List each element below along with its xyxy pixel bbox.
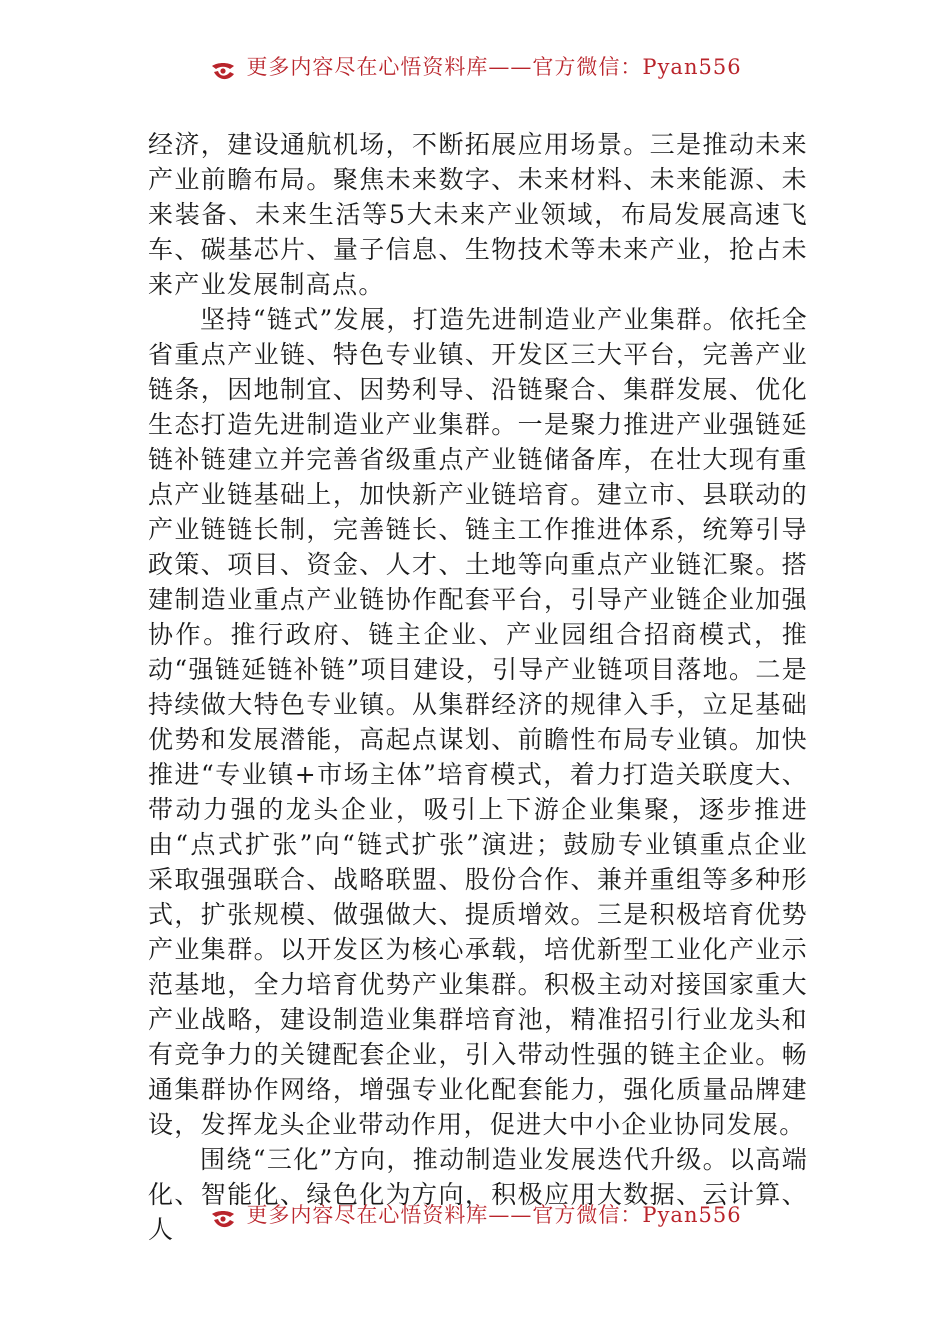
- watermark-text: 更多内容尽在心悟资料库——官方微信：Pyan556: [246, 1203, 742, 1227]
- paragraph-chain-development: 坚持“链式”发展，打造先进制造业产业集群。依托全省重点产业链、特色专业镇、开发区三大平台，完善产业链条，因地制宜、因势利导、沿链聚合、集群发展、优化生态打造先进制造业产业集群。一是聚力推进产业强链延链补链建立并完善省级重点产业链储备库，在壮大现有重点产业链基础上，加快新产业链培育。建立市、县联动的产业链链长制，完善链长、链主工作推进体系，统筹引导政策、项目、资金、人才、土地等向重点产业链汇聚。搭建制造业重点产业链协作配套平台，引导产业链企业加强协作。推行政府、链主企业、产业园组合招商模式，推动“强链延链补链”项目建设，引导产业链项目落地。二是持续做大特色专业镇。从集群经济的规律入手，立足基础优势和发展潜能，高起点谋划、前瞻性布局专业镇。加快推进“专业镇+市场主体”培育模式，着力打造关联度大、带动力强的龙头企业，吸引上下游企业集聚，逐步推进由“点式扩张”向“链式扩张”演进；鼓励专业镇重点企业采取强强联合、战略联盟、股份合作、兼并重组等多种形式，扩张规模、做强做大、提质增效。三是积极培育优势产业集群。以开发区为核心承载，培优新型工业化产业示范基地，全力培育优势产业集群。积极主动对接国家重大产业战略，建设制造业集群培育池，精准招引行业龙头和有竞争力的关键配套企业，引入带动性强的链主企业。畅通集群协作网络，增强专业化配套能力，强化质量品牌建设，发挥龙头企业带动作用，促进大中小企业协同发展。: [148, 305, 808, 1139]
- paragraph-continued: 经济，建设通航机场，不断拓展应用场景。三是推动未来产业前瞻布局。聚焦未来数字、未来材料、未来能源、未来装备、未来生活等5大未来产业领域，布局发展高速飞车、碳基芯片、量子信息、生物技术等未来产业，抢占未来产业发展制高点。: [148, 130, 808, 299]
- body-text: [148, 127, 808, 1247]
- watermark-logo-icon: [208, 1208, 238, 1232]
- watermark-text: 更多内容尽在心悟资料库——官方微信：Pyan556: [246, 55, 742, 79]
- footer-watermark: [0, 1200, 950, 1240]
- paragraph-three-modernizations: 围绕“三化”方向，推动制造业发展迭代升级。以高端化、智能化、绿色化为方向，积极应用大数据、云计算、人: [148, 1145, 808, 1244]
- watermark-logo-icon: [208, 60, 238, 84]
- header-watermark: [0, 52, 950, 92]
